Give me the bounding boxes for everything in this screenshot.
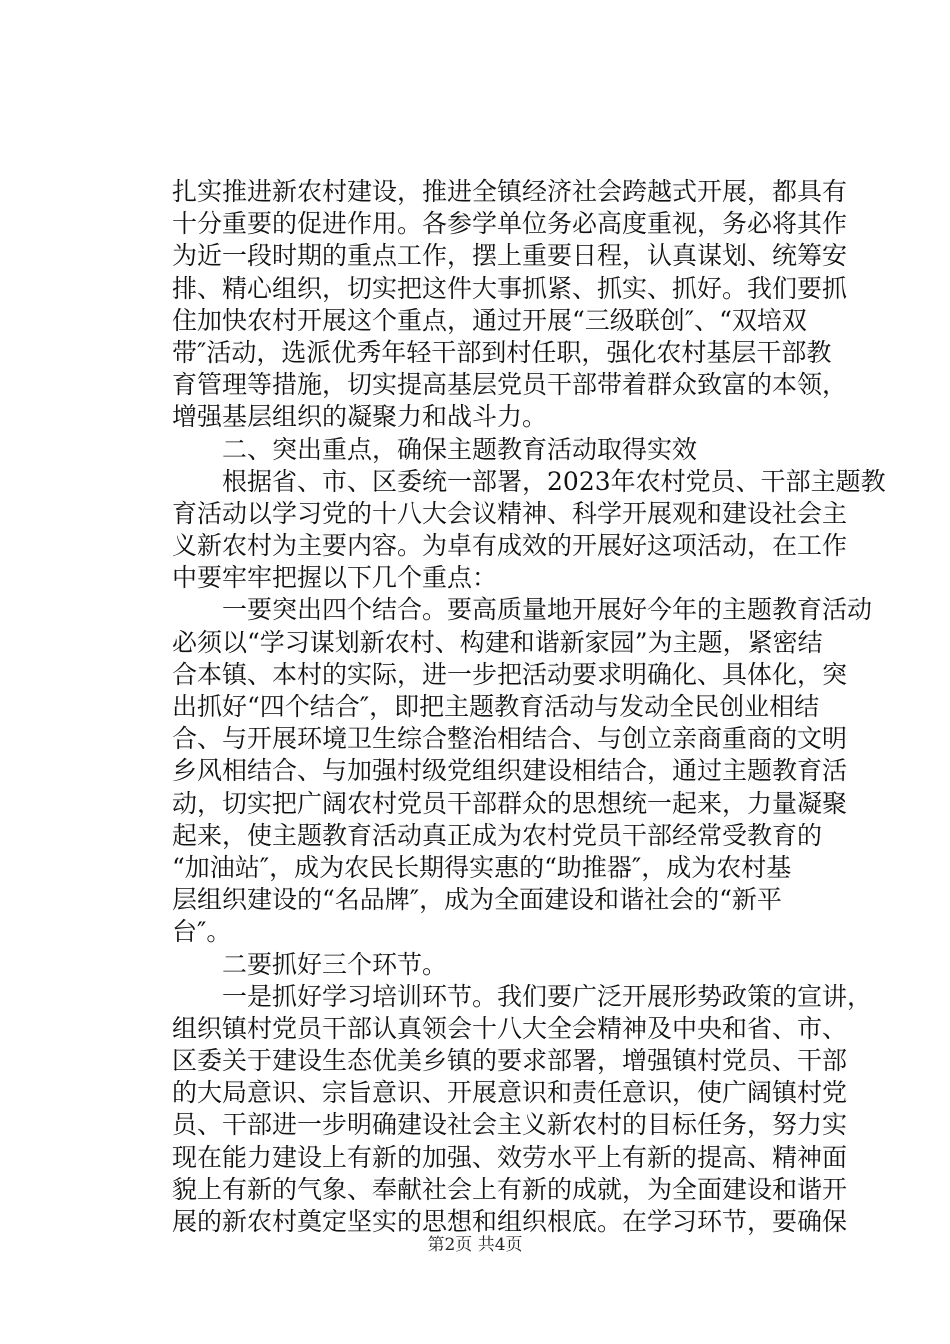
text-line: 一是抓好学习培训环节。我们要广泛开展形势政策的宣讲， — [172, 981, 873, 1011]
text-line: 二、突出重点，确保主题教育活动取得实效 — [172, 434, 698, 464]
text-line: 扎实推进新农村建设，推进全镇经济社会跨越式开展，都具有 — [172, 177, 848, 206]
text-line: 出抓好“四个结合″，即把主题教育活动与发动全民创业相结 — [172, 692, 820, 721]
text-line: 展的新农村奠定坚实的思想和组织根底。在学习环节，要确保 — [172, 1207, 848, 1236]
text-line: 根据省、市、区委统一部署，2023年农村党员、干部主题教 — [172, 466, 886, 496]
text-line: 层组织建设的“名品牌″，成为全面建设和谐社会的“新平 — [172, 885, 782, 915]
text-line: 带″活动，选派优秀年轻干部到村任职，强化农村基层干部教 — [172, 337, 832, 367]
text-line: 的大局意识、宗旨意识、开展意识和责任意识，使广阔镇村党 — [172, 1078, 848, 1108]
text-line: 育活动以学习党的十八大会议精神、科学开展观和建设社会主 — [172, 498, 848, 528]
text-line: 合、与开展环境卫生综合整治相结合、与创立亲商重商的文明 — [172, 724, 848, 754]
text-line: 一要突出四个结合。要高质量地开展好今年的主题教育活动 — [172, 595, 873, 625]
text-line: “加油站″，成为农民长期得实惠的“助推器″，成为农村基 — [172, 852, 792, 882]
text-line: 必须以“学习谋划新农村、构建和谐新家园”为主题，紧密结 — [172, 627, 823, 657]
text-line: 台″。 — [172, 917, 232, 947]
text-line: 排、精心组织，切实把这件大事抓紧、抓实、抓好。我们要抓 — [172, 273, 848, 303]
text-line: 十分重要的促进作用。各参学单位务必高度重视，务必将其作 — [172, 209, 848, 239]
document-body — [172, 176, 886, 1238]
text-line: 住加快农村开展这个重点，通过开展“三级联创″、“双培双 — [172, 305, 807, 335]
page-footer: 第2页 共4页 — [427, 1235, 523, 1255]
text-line: 乡风相结合、与加强村级党组织建设相结合，通过主题教育活 — [172, 756, 848, 786]
text-line: 育管理等措施，切实提高基层党员干部带着群众致富的本领， — [172, 370, 848, 400]
text-line: 义新农村为主要内容。为卓有成效的开展好这项活动，在工作 — [172, 531, 848, 561]
text-line: 现在能力建设上有新的加强、效劳水平上有新的提高、精神面 — [172, 1142, 848, 1172]
text-line: 区委关于建设生态优美乡镇的要求部署，增强镇村党员、干部 — [172, 1046, 848, 1076]
text-line: 貌上有新的气象、奉献社会上有新的成就，为全面建设和谐开 — [172, 1174, 848, 1204]
text-line: 起来，使主题教育活动真正成为农村党员干部经常受教育的 — [172, 820, 823, 850]
text-line: 中要牢牢把握以下几个重点： — [172, 563, 498, 593]
text-line: 员、干部进一步明确建设社会主义新农村的目标任务，努力实 — [172, 1110, 848, 1140]
text-line: 组织镇村党员干部认真领会十八大全会精神及中央和省、市、 — [172, 1013, 848, 1043]
text-line: 合本镇、本村的实际，进一步把活动要求明确化、具体化，突 — [172, 659, 848, 689]
text-line: 为近一段时期的重点工作，摆上重要日程，认真谋划、统筹安 — [172, 241, 848, 271]
text-line: 增强基层组织的凝聚力和战斗力。 — [172, 402, 548, 432]
text-line: 动，切实把广阔农村党员干部群众的思想统一起来，力量凝聚 — [172, 788, 848, 818]
text-line: 二要抓好三个环节。 — [172, 949, 448, 979]
